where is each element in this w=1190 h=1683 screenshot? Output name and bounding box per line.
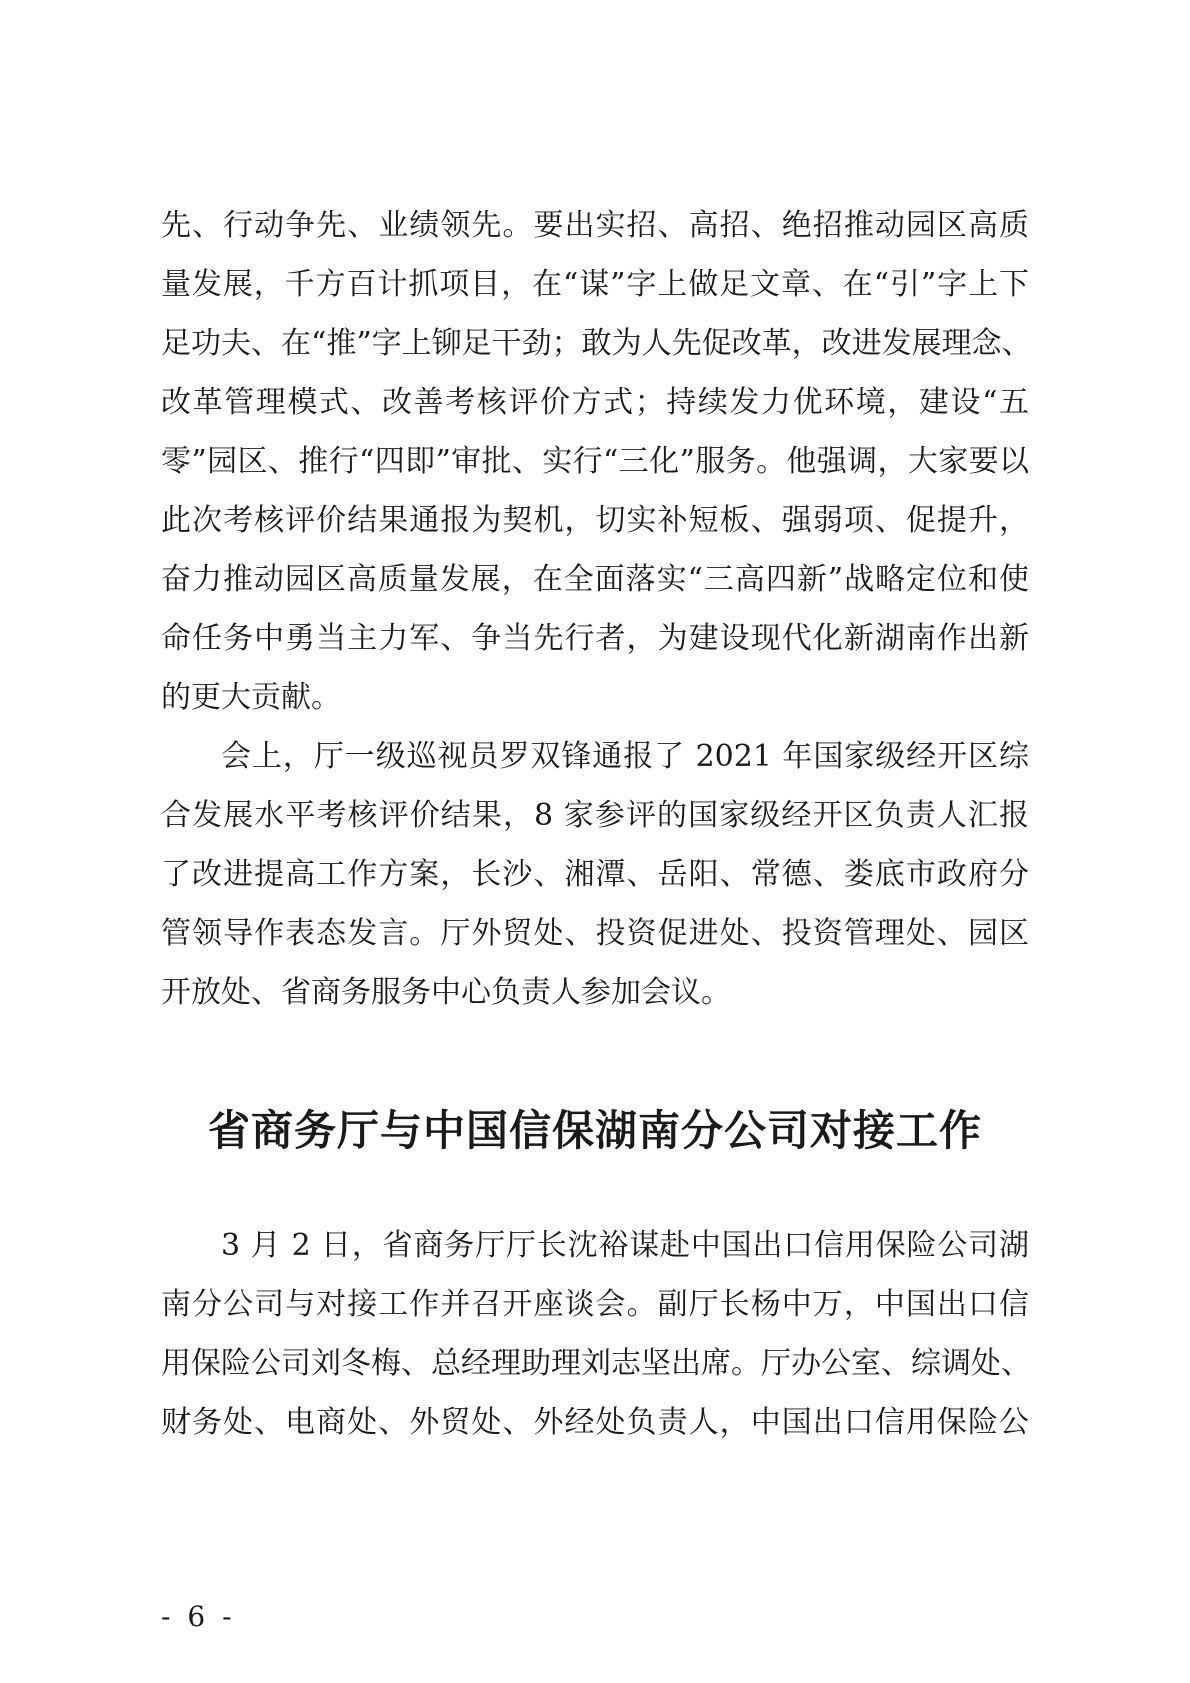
text-line: 管领导作表态发言。厅外贸处、投资促进处、投资管理处、园区 bbox=[161, 916, 1029, 951]
text-line: 的更大贡献。 bbox=[161, 680, 341, 715]
text-line: 量发展，千方百计抓项目，在“谋”字上做足文章、在“引”字上下 bbox=[161, 267, 1029, 302]
text-line: 先、行动争先、业绩领先。要出实招、高招、绝招推动园区高质 bbox=[161, 208, 1029, 243]
text-line: 零”园区、推行“四即”审批、实行“三化”服务。他强调，大家要以 bbox=[161, 444, 1029, 479]
text-line: 用保险公司刘冬梅、总经理助理刘志坚出席。厅办公室、综调处、 bbox=[161, 1346, 1031, 1381]
text-line: 改革管理模式、改善考核评价方式；持续发力优环境，建设“五 bbox=[161, 385, 1029, 420]
text-line: 合发展水平考核评价结果，8 家参评的国家级经开区负责人汇报 bbox=[161, 798, 1029, 833]
text-line: 奋力推动园区高质量发展，在全面落实“三高四新”战略定位和使 bbox=[161, 562, 1029, 597]
text-line: 南分公司与对接工作并召开座谈会。副厅长杨中万，中国出口信 bbox=[161, 1287, 1029, 1322]
text-line: 会上，厅一级巡视员罗双锋通报了 2021 年国家级经开区综 bbox=[221, 739, 1029, 774]
text-line: 财务处、电商处、外贸处、外经处负责人，中国出口信用保险公 bbox=[161, 1405, 1029, 1440]
text-line: 开放处、省商务服务中心负责人参加会议。 bbox=[161, 975, 731, 1010]
text-line: 了改进提高工作方案，长沙、湘潭、岳阳、常德、娄底市政府分 bbox=[161, 857, 1029, 892]
text-line: 3 月 2 日，省商务厅厅长沈裕谋赴中国出口信用保险公司湖 bbox=[221, 1228, 1029, 1263]
page-number: - 6 - bbox=[161, 1600, 236, 1633]
text-line: 命任务中勇当主力军、争当先行者，为建设现代化新湖南作出新 bbox=[161, 621, 1029, 656]
text-line: 此次考核评价结果通报为契机，切实补短板、强弱项、促提升， bbox=[161, 503, 1029, 538]
article-title: 省商务厅与中国信保湖南分公司对接工作 bbox=[207, 1106, 982, 1155]
text-line: 足功夫、在“推”字上铆足干劲；敢为人先促改革，改进发展理念、 bbox=[161, 326, 1032, 361]
